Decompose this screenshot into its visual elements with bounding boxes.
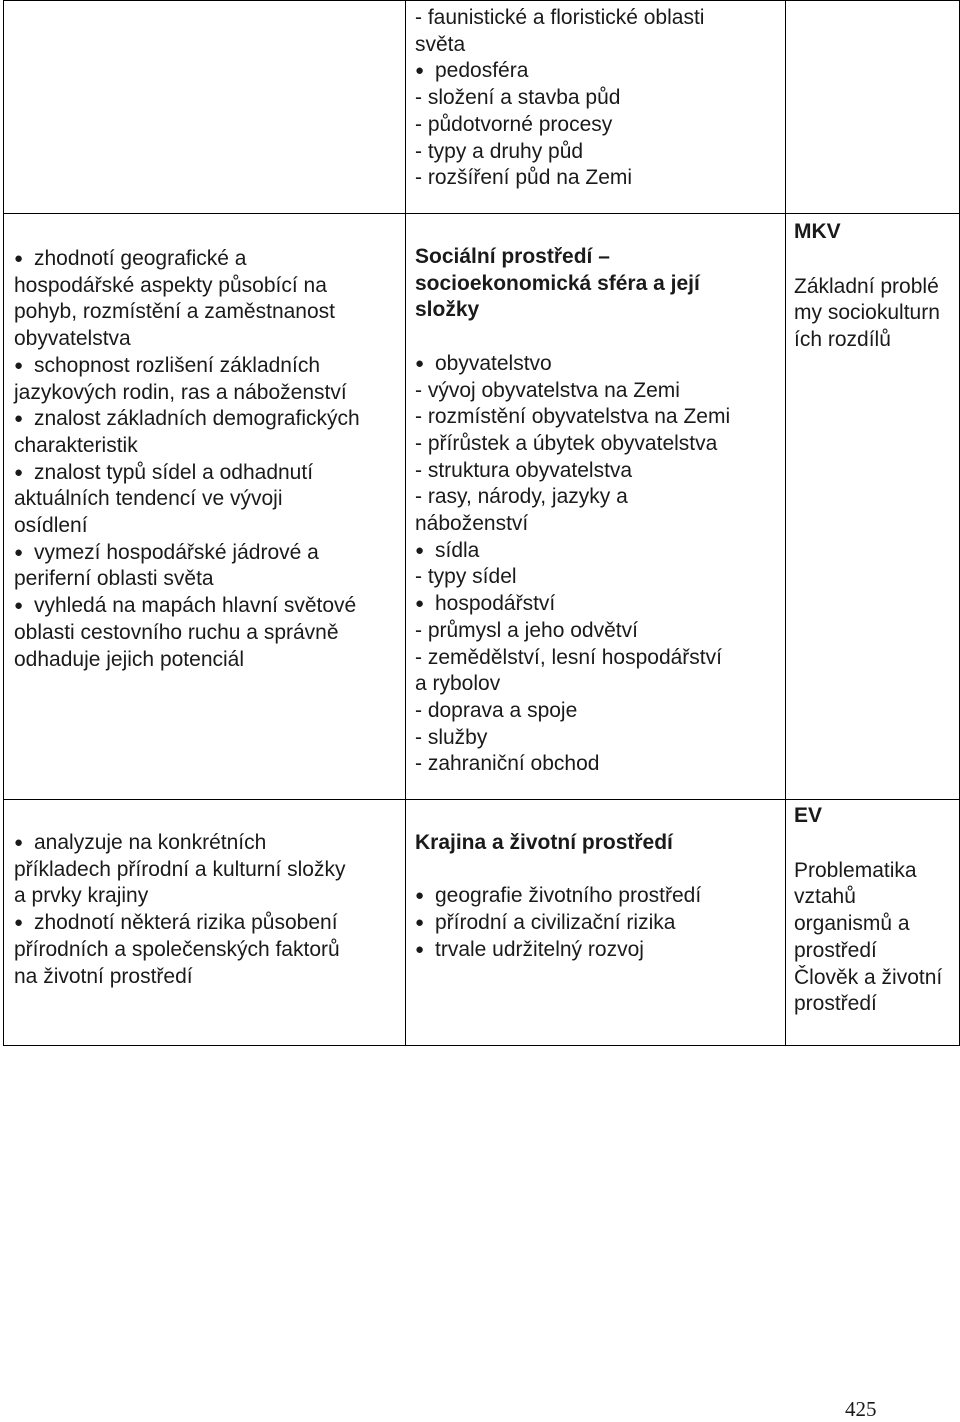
- content-line: - rozmístění obyvatelstva na Zemi: [415, 405, 731, 429]
- table-row: [4, 1, 960, 214]
- content-line: světa: [415, 32, 466, 56]
- content-line-bullet: ● hospodářství: [415, 591, 781, 618]
- outcomes-cell: [4, 214, 406, 800]
- content-cell: [406, 1, 786, 214]
- section-heading: Sociální prostředí –: [415, 245, 610, 268]
- outcome-line: osídlení: [14, 514, 88, 538]
- outcome-line: obyvatelstva: [14, 327, 131, 351]
- outcomes-cell: [4, 800, 406, 1046]
- content-line: - typy sídel: [415, 565, 517, 589]
- outcome-line-bullet: ● schopnost rozlišení základních: [14, 353, 401, 380]
- bullet-icon: ●: [14, 834, 24, 851]
- section-heading: Krajina a životní prostředí: [415, 831, 673, 854]
- crosscutting-theme-text: Problematika vztahů organismů a prostředí Člověk a životní prostředí: [794, 858, 943, 1016]
- outcome-line-bullet: ● znalost základních demografických: [14, 406, 401, 433]
- outcome-line-bullet: ● znalost typů sídel a odhadnutí: [14, 460, 401, 487]
- content-line: - typy a druhy půd: [415, 139, 584, 163]
- content-line: - složení a stavba půd: [415, 86, 621, 110]
- content-line: - zemědělství, lesní hospodářství: [415, 645, 722, 669]
- bullet-icon: ●: [14, 356, 24, 374]
- content-line: - přírůstek a úbytek obyvatelstva: [415, 431, 718, 455]
- bullet-icon: ●: [415, 62, 425, 80]
- crosscutting-cell: [786, 800, 960, 1046]
- bullet-icon: ●: [415, 914, 425, 932]
- bullet-icon: ●: [14, 543, 24, 561]
- content-line: - vývoj obyvatelstva na Zemi: [415, 378, 680, 402]
- outcome-line: hospodářské aspekty působící na: [14, 273, 327, 297]
- outcome-line-bullet: ● vymezí hospodářské jádrové a: [14, 540, 401, 567]
- outcome-line-bullet: ● analyzuje na konkrétních: [14, 830, 401, 857]
- content-line: - služby: [415, 725, 488, 749]
- bullet-icon: ●: [14, 463, 24, 481]
- outcome-line-bullet: ● vyhledá na mapách hlavní světové: [14, 593, 401, 620]
- content-line: - faunistické a floristické oblasti: [415, 6, 705, 29]
- content-cell: [406, 214, 786, 800]
- outcome-line: oblasti cestovního ruchu a správně: [14, 620, 339, 644]
- bullet-icon: ●: [415, 541, 425, 559]
- curriculum-table: [3, 0, 960, 1046]
- content-line-bullet: ● trvale udržitelný rozvoj: [415, 937, 781, 964]
- outcome-line: jazykových rodin, ras a náboženství: [14, 380, 347, 404]
- content-line: - zahraniční obchod: [415, 752, 600, 776]
- section-heading: socioekonomická sféra a její: [415, 271, 700, 295]
- content-line: náboženství: [415, 512, 529, 536]
- outcome-line: příkladech přírodní a kulturní složky: [14, 857, 346, 881]
- outcome-line-bullet: ● zhodnotí geografické a: [14, 246, 401, 273]
- content-line: - doprava a spoje: [415, 698, 578, 722]
- crosscutting-theme-code: EV: [794, 804, 823, 827]
- bullet-icon: ●: [14, 250, 24, 267]
- outcome-line: odhaduje jejich potenciál: [14, 647, 245, 671]
- table-row: [4, 214, 960, 800]
- crosscutting-theme-code: MKV: [794, 220, 841, 243]
- outcome-line: a prvky krajiny: [14, 884, 149, 908]
- bullet-icon: ●: [14, 914, 24, 932]
- content-line: - průmysl a jeho odvětví: [415, 618, 638, 642]
- outcome-line: pohyb, rozmístění a zaměstnanost: [14, 300, 335, 324]
- content-line-bullet: ● sídla: [415, 538, 781, 565]
- outcome-line: charakteristik: [14, 433, 138, 457]
- crosscutting-cell: [786, 1, 960, 214]
- bullet-icon: ●: [415, 354, 425, 372]
- content-line: - půdotvorné procesy: [415, 112, 613, 136]
- page-number: 425: [845, 1397, 877, 1421]
- content-line: - rasy, národy, jazyky a: [415, 485, 628, 509]
- outcome-line: přírodních a společenských faktorů: [14, 937, 340, 961]
- outcome-line: aktuálních tendencí ve vývoji: [14, 487, 283, 511]
- content-line-bullet: ● přírodní a civilizační rizika: [415, 910, 781, 937]
- bullet-icon: ●: [415, 887, 425, 905]
- table-row: [4, 800, 960, 1046]
- content-line-bullet: ● obyvatelstvo: [415, 351, 781, 378]
- content-cell: [406, 800, 786, 1046]
- crosscutting-cell: [786, 214, 960, 800]
- content-line: - rozšíření půd na Zemi: [415, 166, 633, 190]
- bullet-icon: ●: [415, 940, 425, 958]
- bullet-icon: ●: [14, 410, 24, 428]
- content-line-bullet: ● geografie životního prostředí: [415, 883, 781, 910]
- outcome-line-bullet: ● zhodnotí některá rizika působení: [14, 910, 401, 937]
- bullet-icon: ●: [415, 595, 425, 613]
- content-line: - struktura obyvatelstva: [415, 458, 633, 482]
- bullet-icon: ●: [14, 597, 24, 615]
- content-line: a rybolov: [415, 672, 501, 696]
- outcome-line: periferní oblasti světa: [14, 567, 214, 591]
- outcome-line: na životní prostředí: [14, 964, 193, 988]
- content-line-bullet: ● pedosféra: [415, 58, 781, 85]
- outcomes-cell: [4, 1, 406, 214]
- section-heading: složky: [415, 298, 480, 322]
- crosscutting-theme-text: Základní problémy sociokulturních rozdílů: [794, 274, 940, 352]
